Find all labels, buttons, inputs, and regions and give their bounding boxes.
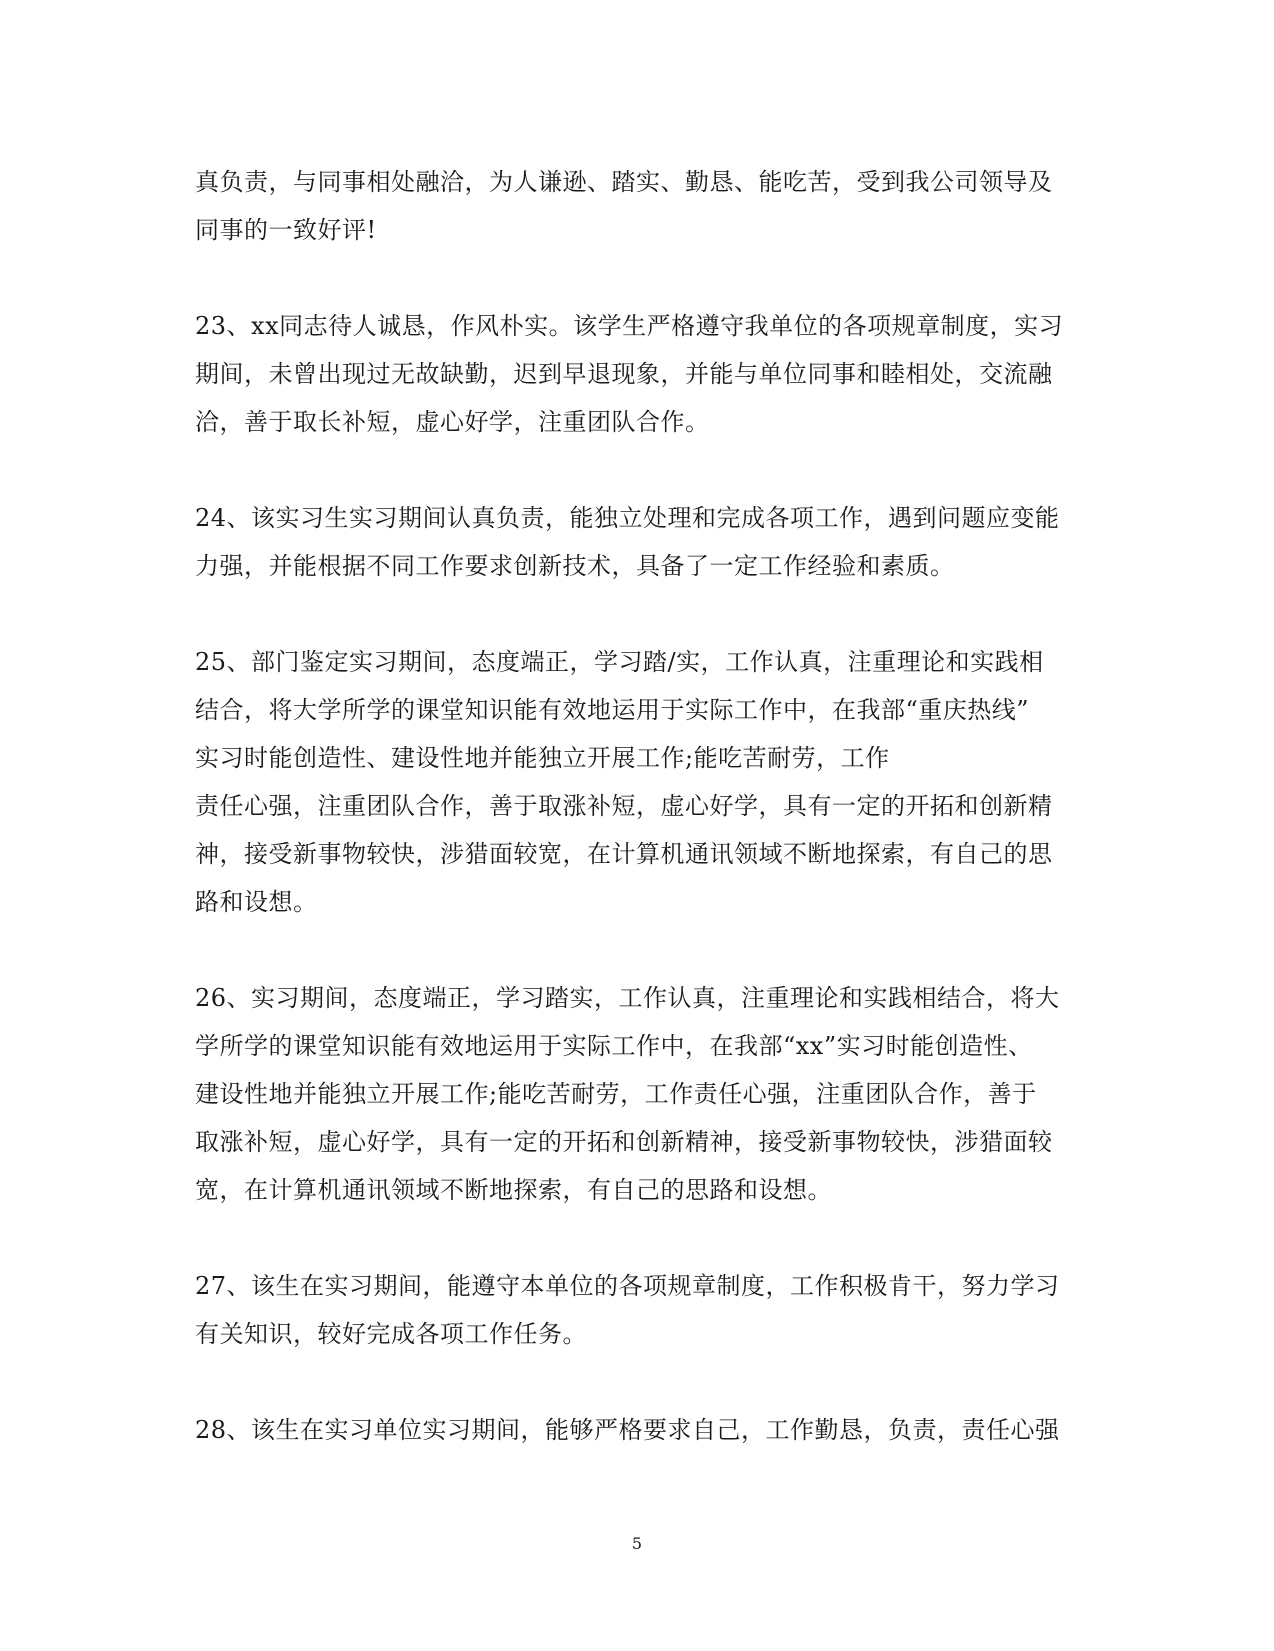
page-number: 5 bbox=[631, 1534, 643, 1553]
text-line: 路和设想。 bbox=[195, 888, 318, 916]
text-line: 宽，在计算机通讯领域不断地探索，有自己的思路和设想。 bbox=[195, 1176, 832, 1204]
text-line: 25、部门鉴定实习期间，态度端正，学习踏/实，工作认真，注重理论和实践相 bbox=[195, 648, 1044, 676]
text-line: 真负责，与同事相处融洽，为人谦逊、踏实、勤恳、能吃苦，受到我公司领导及 bbox=[195, 168, 1053, 196]
text-line: 24、该实习生实习期间认真负责，能独立处理和完成各项工作，遇到问题应变能 bbox=[195, 504, 1060, 532]
text-line: 洽，善于取长补短，虚心好学，注重团队合作。 bbox=[195, 408, 710, 436]
text-line: 有关知识，较好完成各项工作任务。 bbox=[195, 1320, 587, 1348]
text-line: 期间，未曾出现过无故缺勤，迟到早退现象，并能与单位同事和睦相处，交流融 bbox=[195, 360, 1053, 388]
text-line: 26、实习期间，态度端正，学习踏实，工作认真，注重理论和实践相结合，将大 bbox=[195, 984, 1060, 1012]
text-line: 27、该生在实习期间，能遵守本单位的各项规章制度，工作积极肯干，努力学习 bbox=[195, 1272, 1060, 1300]
text-line: 实习时能创造性、建设性地并能独立开展工作;能吃苦耐劳，工作 bbox=[195, 744, 890, 772]
text-line: 28、该生在实习单位实习期间，能够严格要求自己，工作勤恳，负责，责任心强 bbox=[195, 1416, 1060, 1444]
text-line: 责任心强，注重团队合作，善于取涨补短，虚心好学，具有一定的开拓和创新精 bbox=[195, 792, 1053, 820]
text-line: 结合，将大学所学的课堂知识能有效地运用于实际工作中，在我部“重庆热线” bbox=[195, 696, 1030, 724]
text-line: 学所学的课堂知识能有效地运用于实际工作中，在我部“xx”实习时能创造性、 bbox=[195, 1032, 1033, 1060]
text-line: 神，接受新事物较快，涉猎面较宽，在计算机通讯领域不断地探索，有自己的思 bbox=[195, 840, 1053, 868]
text-line: 23、xx同志待人诚恳，作风朴实。该学生严格遵守我单位的各项规章制度，实习 bbox=[195, 312, 1064, 340]
text-line: 力强，并能根据不同工作要求创新技术，具备了一定工作经验和素质。 bbox=[195, 552, 955, 580]
text-line: 取涨补短，虚心好学，具有一定的开拓和创新精神，接受新事物较快，涉猎面较 bbox=[195, 1128, 1053, 1156]
text-line: 建设性地并能独立开展工作;能吃苦耐劳，工作责任心强，注重团队合作，善于 bbox=[195, 1080, 1037, 1108]
text-line: 同事的一致好评! bbox=[195, 216, 377, 244]
